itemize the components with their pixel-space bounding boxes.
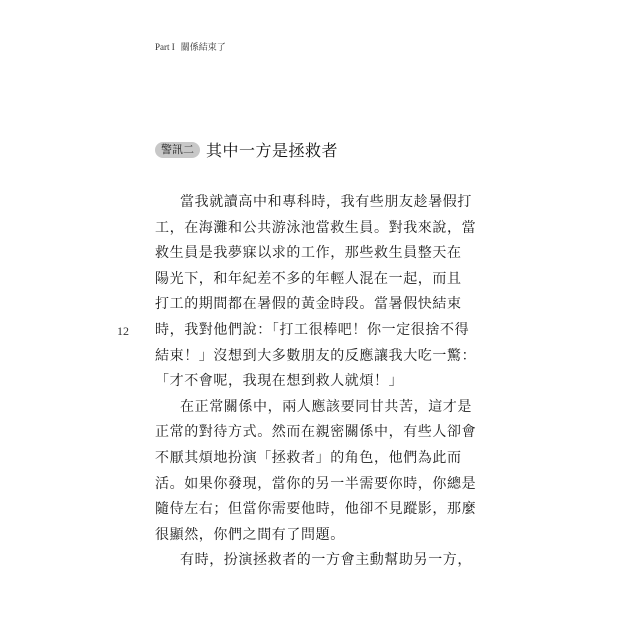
section-heading <box>155 138 338 161</box>
body-line: 工，在海灘和公共游泳池當救生員。對我來說，當 <box>155 219 477 236</box>
body-line: 打工的期間都在暑假的黃金時段。當暑假快結束 <box>155 296 462 313</box>
body-line: 當我就讀高中和專科時，我有些朋友趁暑假打 <box>180 194 472 210</box>
body-line: 有時，扮演拯救者的一方會主動幫助另一方， <box>180 552 472 569</box>
warning-badge: 警訊二 <box>155 142 200 158</box>
section-title: 其中一方是拯救者 <box>206 141 339 160</box>
body-line: 不厭其煩地扮演「拯救者」的角色，他們為此而 <box>155 449 462 466</box>
body-line: 在正常關係中，兩人應該要同甘共苦，這才是 <box>180 398 472 415</box>
body-line: 活。如果你發現，當你的另一半需要你時，你總是 <box>155 475 477 492</box>
body-line: 隨侍左右；但當你需要他時，他卻不見蹤影，那麼 <box>155 501 477 518</box>
body-line: 「才不會呢，我現在想到救人就煩！」 <box>155 373 404 390</box>
body-line: 正常的對待方式。然而在親密關係中，有些人卻會 <box>155 424 477 441</box>
body-line: 陽光下，和年紀差不多的年輕人混在一起，而且 <box>155 270 462 287</box>
page-number: 12 <box>117 324 129 338</box>
part-label: Part I <box>155 42 175 52</box>
body-text <box>155 190 477 574</box>
body-line: 時，我對他們說：「打工很棒吧！你一定很捨不得 <box>155 321 470 338</box>
body-line: 很顯然，你們之間有了問題。 <box>155 526 345 543</box>
body-line: 救生員是我夢寐以求的工作，那些救生員整天在 <box>155 245 462 262</box>
running-header <box>155 40 226 53</box>
part-title: 關係結束了 <box>180 43 226 53</box>
body-line: 結束！」沒想到大多數朋友的反應讓我大吃一驚： <box>155 347 477 364</box>
